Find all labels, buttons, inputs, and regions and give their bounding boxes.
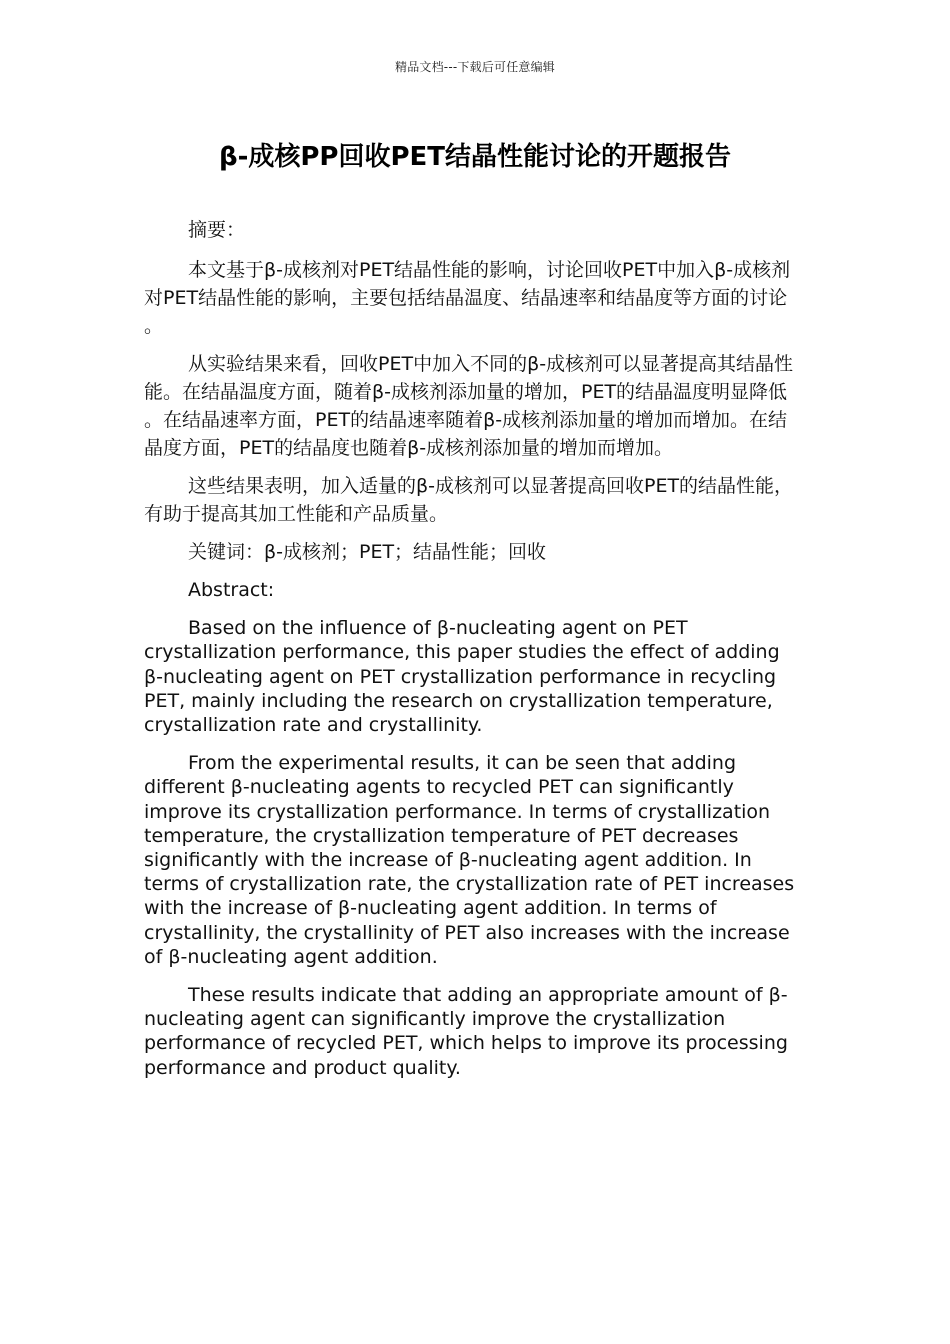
english-abstract-paragraph: Based on the influence of β-nucleating agent on PET crystallization performance, this paper studies the effect of adding β-nucleating agent on PET crystallization performance in recycling PET, mainly including the research on crystallization temperature, crystallization rate and crystallinity. [144,617,780,737]
english-abstract-paragraph: From the experimental results, it can be seen that adding different β-nucleating agents to recycled PET can significantly improve its crystallization performance. In terms of crystallization temperature, the crystallization temperature of PET decreases significantly with the increase of β-nucleating agent addition. In terms of crystallization rate, the crystallization rate of PET increases with the increase of β-nucleating agent addition. In terms of crystallinity, the crystallinity of PET also increases with the increase of β-nucleating agent addition. [144,752,795,968]
page-header: 精品文档---下载后可任意编辑 [395,60,555,74]
chinese-abstract-label: 摘要： [188,219,246,241]
english-abstract-section [144,578,804,1080]
document-title: β-成核PP回收PET结晶性能讨论的开题报告 [218,142,732,172]
chinese-keywords: 关键词：β-成核剂；PET；结晶性能；回收 [188,541,547,563]
chinese-abstract-paragraph: 本文基于β-成核剂对PET结晶性能的影响，讨论回收PET中加入β-成核剂对PET结晶性能的影响，主要包括结晶温度、结晶速率和结晶度等方面的讨论。 [144,259,791,337]
document-body [144,216,804,1094]
english-abstract-paragraph: These results indicate that adding an appropriate amount of β-nucleating agent can significantly improve the crystallization performance of recycled PET, which helps to improve its processing performance and product quality. [144,984,788,1079]
chinese-abstract-section [144,216,804,566]
chinese-abstract-paragraph: 从实验结果来看，回收PET中加入不同的β-成核剂可以显著提高其结晶性能。在结晶温度方面，随着β-成核剂添加量的增加，PET的结晶温度明显降低。在结晶速率方面，PET的结晶速率随着β-成核剂添加量的增加而增加。在结晶度方面，PET的结晶度也随着β-成核剂添加量的增加而增加。 [144,353,794,459]
chinese-abstract-paragraph: 这些结果表明，加入适量的β-成核剂可以显著提高回收PET的结晶性能，有助于提高其加工性能和产品质量。 [144,475,794,525]
english-abstract-label: Abstract: [188,579,275,601]
